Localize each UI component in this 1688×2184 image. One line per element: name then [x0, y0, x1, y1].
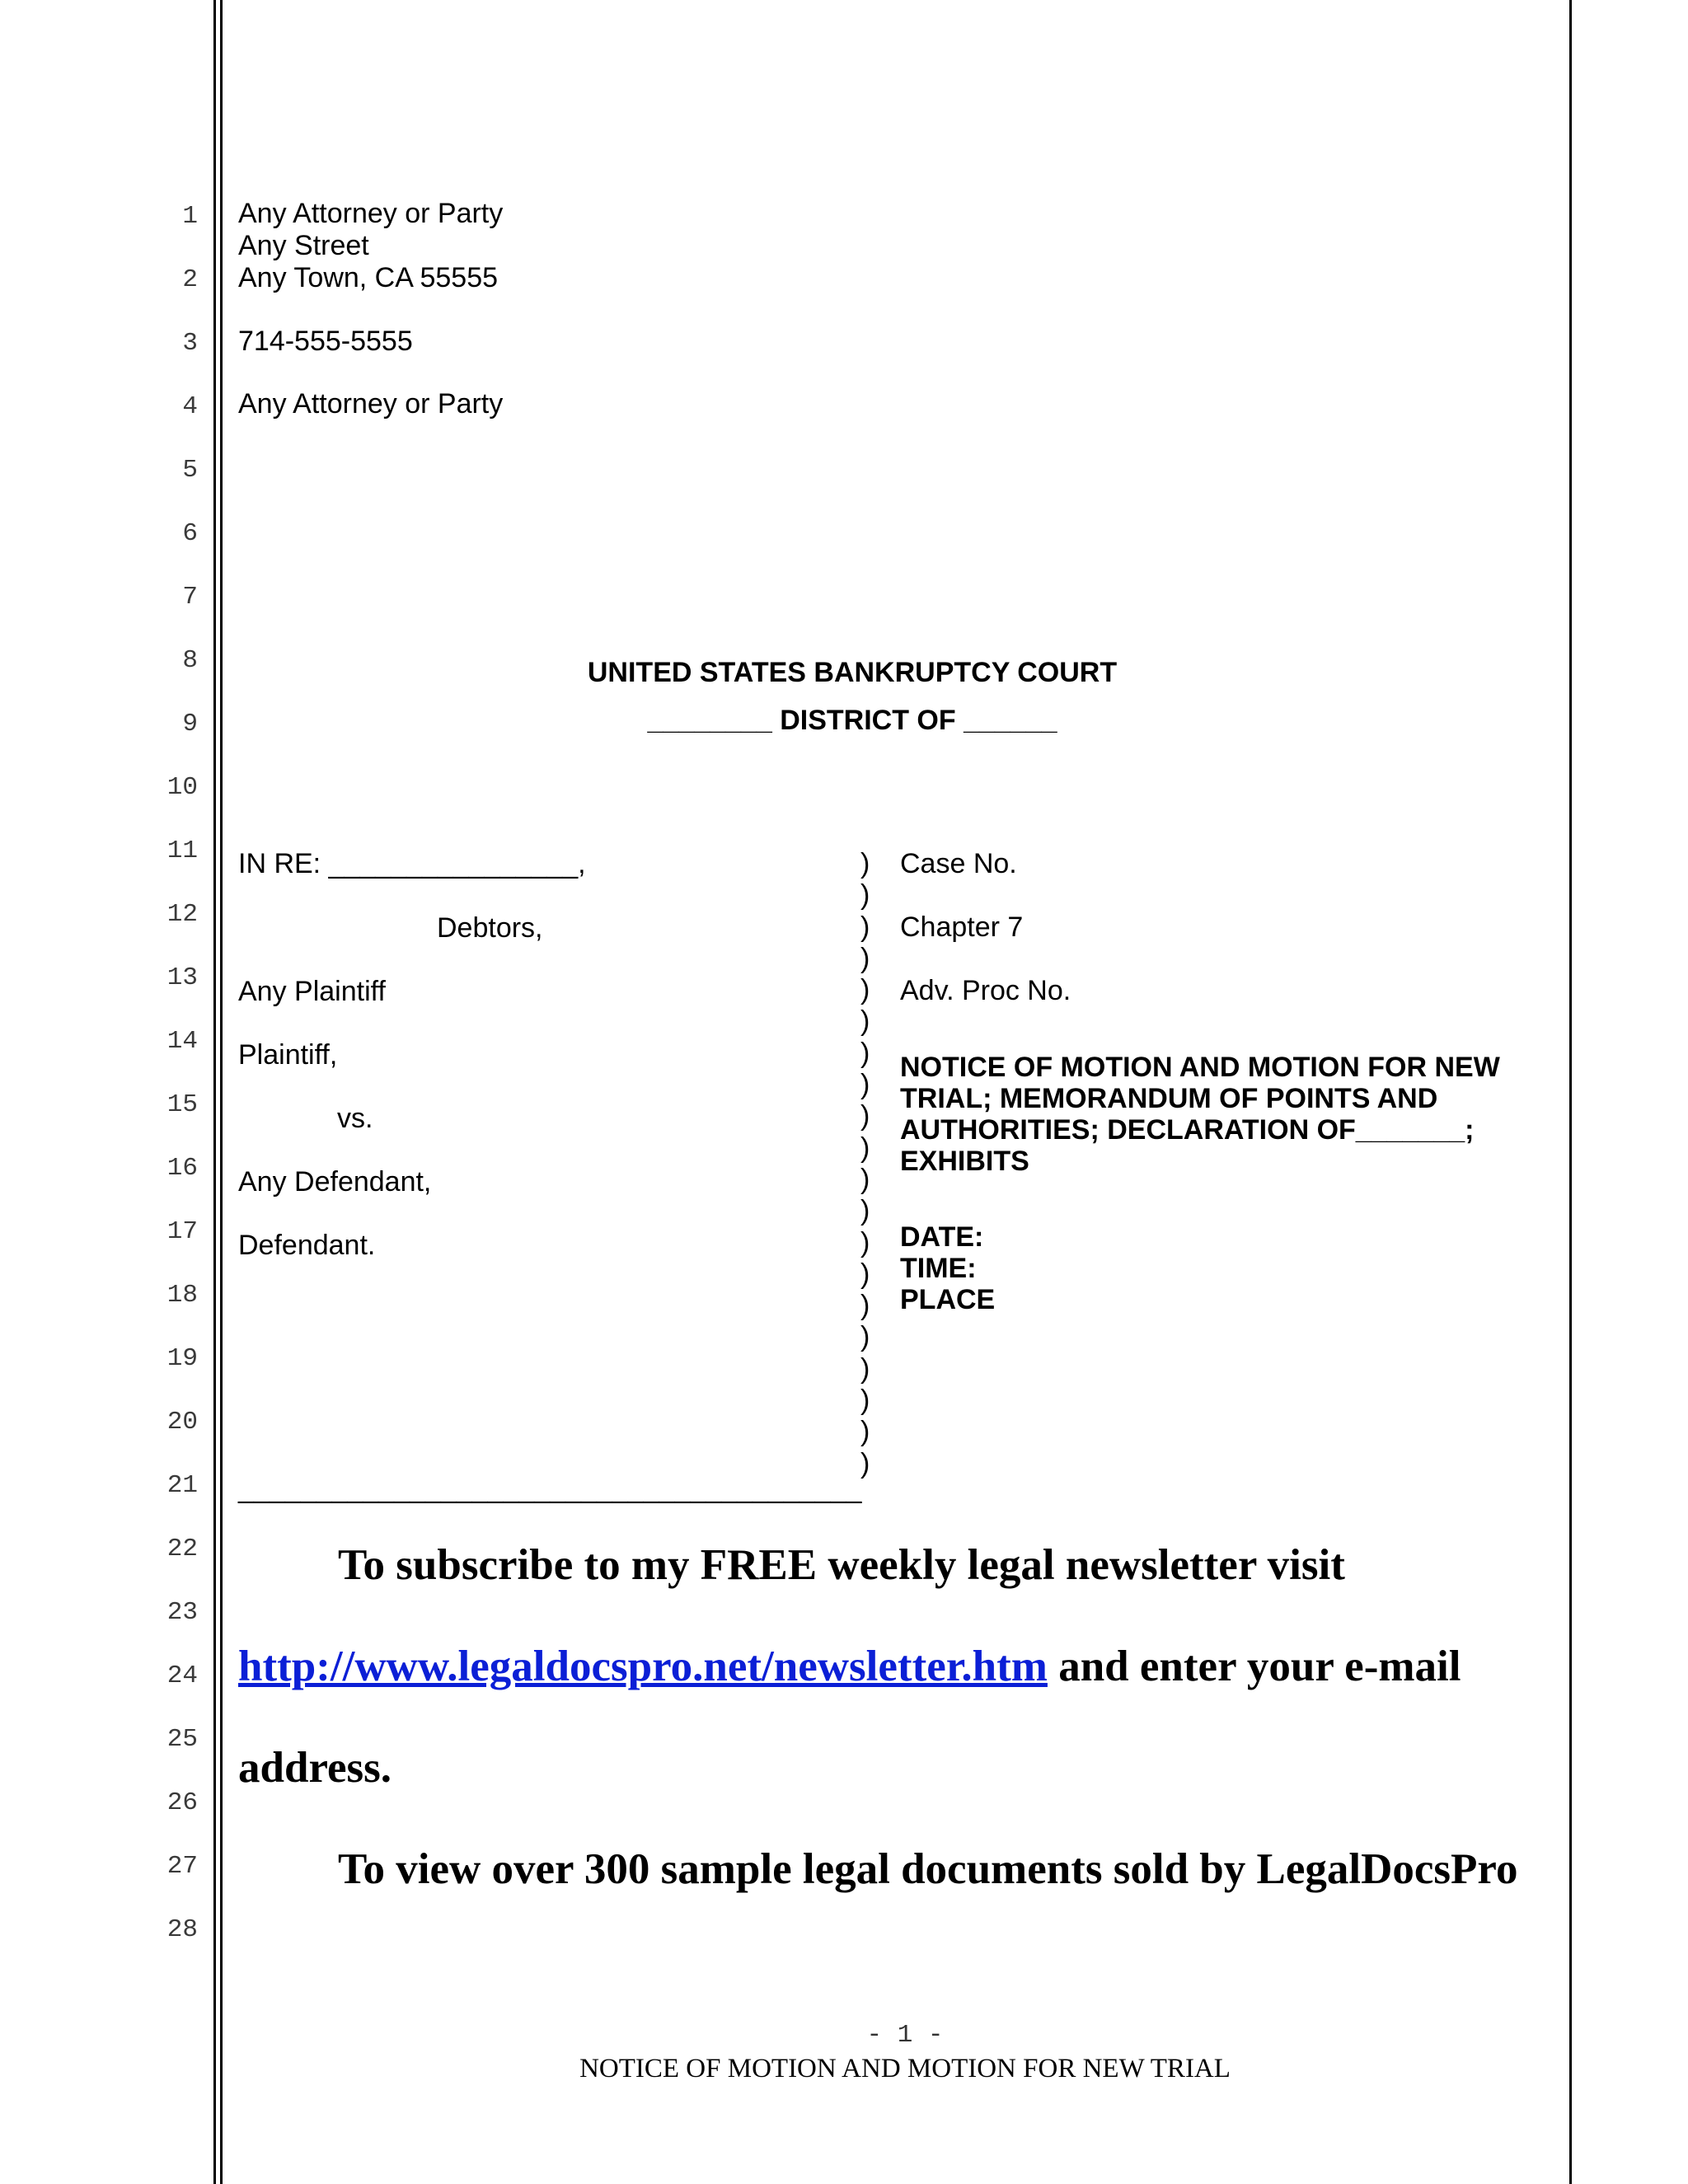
line-number: 28 — [166, 1915, 198, 1944]
attorney-for: Any Attorney or Party — [238, 388, 504, 419]
caption-plaintiff-name: Any Plaintiff — [238, 976, 386, 1007]
caption-paren: ) — [860, 1416, 870, 1448]
line-number: 22 — [166, 1535, 198, 1563]
left-margin-rule-inner — [220, 0, 223, 2184]
caption-paren: ) — [860, 848, 870, 879]
right-margin-rule — [1569, 0, 1572, 2184]
document-title-line: EXHIBITS — [900, 1146, 1029, 1177]
line-number: 16 — [166, 1154, 198, 1183]
caption-paren: ) — [860, 1258, 870, 1290]
caption-in-re: IN RE: ________________, — [238, 848, 586, 879]
page-number: - 1 - — [866, 2021, 944, 2050]
line-number: 27 — [166, 1852, 198, 1881]
caption-paren: ) — [860, 1290, 870, 1322]
caption-paren: ) — [860, 911, 870, 943]
newsletter-line-2-rest: and enter your e-mail — [1047, 1643, 1461, 1690]
caption-paren: ) — [860, 1447, 870, 1479]
newsletter-link[interactable]: http://www.legaldocspro.net/newsletter.htm — [238, 1643, 1048, 1690]
caption-paren: ) — [860, 879, 870, 912]
line-number: 12 — [166, 900, 198, 929]
caption-paren: ) — [860, 942, 870, 974]
caption-paren: ) — [860, 1163, 870, 1195]
line-number: 13 — [166, 963, 198, 992]
samples-paragraph-line-1: To view over 300 sample legal documents sold by LegalDocsPro — [338, 1845, 1518, 1893]
caption-underline: ________________________________________ — [238, 1473, 862, 1504]
chapter: Chapter 7 — [900, 912, 1024, 943]
caption-paren-column — [860, 848, 870, 1479]
line-number: 19 — [166, 1344, 198, 1373]
document-title-line: TRIAL; MEMORANDUM OF POINTS AND — [900, 1083, 1438, 1114]
case-number: Case No. — [900, 848, 1017, 879]
hearing-time: TIME: — [900, 1253, 977, 1284]
line-number: 11 — [166, 837, 198, 865]
line-number: 21 — [166, 1471, 198, 1500]
newsletter-paragraph-line-2 — [238, 1642, 1461, 1691]
caption-plaintiff: Plaintiff, — [238, 1039, 338, 1071]
attorney-address-line: Any Town, CA 55555 — [238, 262, 499, 293]
line-number: 23 — [166, 1598, 198, 1627]
line-number: 9 — [182, 710, 198, 738]
line-number: 1 — [182, 202, 198, 231]
caption-paren: ) — [860, 1385, 870, 1417]
caption-paren: ) — [860, 1069, 870, 1101]
footer-title: NOTICE OF MOTION AND MOTION FOR NEW TRIAL — [579, 2054, 1231, 2083]
caption-paren: ) — [860, 1321, 870, 1353]
line-number: 10 — [166, 773, 198, 802]
document-title-line: NOTICE OF MOTION AND MOTION FOR NEW — [900, 1052, 1500, 1083]
line-number: 20 — [166, 1408, 198, 1436]
line-number: 2 — [182, 265, 198, 294]
attorney-address-line: Any Street — [238, 230, 369, 261]
court-district: ________ DISTRICT OF ______ — [647, 705, 1057, 736]
line-number: 18 — [166, 1281, 198, 1310]
adv-proc-number: Adv. Proc No. — [900, 975, 1071, 1006]
caption-paren: ) — [860, 1100, 870, 1132]
line-number: 4 — [182, 392, 198, 421]
document-title-line: AUTHORITIES; DECLARATION OF_______; — [900, 1114, 1475, 1146]
caption-defendant-name: Any Defendant, — [238, 1166, 432, 1197]
newsletter-paragraph-line-1: To subscribe to my FREE weekly legal newsletter visit — [338, 1541, 1345, 1589]
line-number: 7 — [182, 583, 198, 612]
line-number: 14 — [166, 1027, 198, 1056]
caption-vs: vs. — [337, 1103, 373, 1134]
caption-paren: ) — [860, 1037, 870, 1069]
line-number: 26 — [166, 1788, 198, 1817]
caption-paren: ) — [860, 1226, 870, 1258]
line-number: 24 — [166, 1661, 198, 1690]
caption-paren: ) — [860, 1132, 870, 1164]
caption-defendant: Defendant. — [238, 1230, 376, 1261]
hearing-date: DATE: — [900, 1221, 984, 1253]
line-number: 8 — [182, 646, 198, 675]
caption-paren: ) — [860, 1195, 870, 1227]
caption-paren: ) — [860, 974, 870, 1006]
caption-paren: ) — [860, 1352, 870, 1385]
left-margin-rule-outer — [213, 0, 216, 2184]
court-name: UNITED STATES BANKRUPTCY COURT — [587, 657, 1118, 688]
newsletter-paragraph-line-3: address. — [238, 1744, 392, 1792]
attorney-address-line: Any Attorney or Party — [238, 198, 504, 229]
hearing-place: PLACE — [900, 1284, 996, 1315]
line-number: 5 — [182, 456, 198, 485]
line-number: 17 — [166, 1217, 198, 1246]
line-number: 15 — [166, 1090, 198, 1119]
line-number: 3 — [182, 329, 198, 358]
caption-debtors: Debtors, — [437, 912, 543, 944]
caption-paren: ) — [860, 1005, 870, 1038]
line-number: 6 — [182, 519, 198, 548]
attorney-phone: 714-555-5555 — [238, 326, 413, 357]
line-number: 25 — [166, 1725, 198, 1754]
